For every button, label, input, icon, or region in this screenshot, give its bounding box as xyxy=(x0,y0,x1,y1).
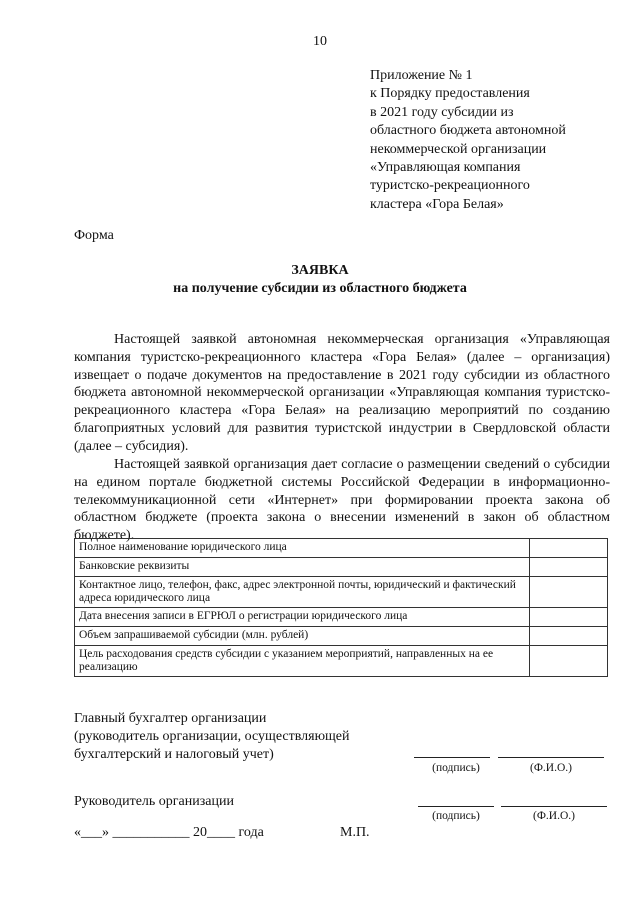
accountant-line: (руководитель организации, осуществляющей xyxy=(74,729,350,744)
accountant-name-caption: (Ф.И.О.) xyxy=(530,762,572,774)
head-label: Руководитель организации xyxy=(74,794,234,809)
page-number: 10 xyxy=(313,34,327,49)
form-label: Форма xyxy=(74,228,114,243)
accountant-name-line[interactable] xyxy=(498,757,604,758)
paragraph-text: Настоящей заявкой автономная некоммерческая организация «Управляющая компания туристско-рекреационного кластера «Гора Белая» (далее – организация) извещает о подаче документов на предоставление в 2021 году субсидии из областного бюджета автономной некоммерческой организации «Управляющая компания туристско-рекреационного кластера «Гора Белая» на реализацию мероприятий по созданию благоприятных условий для развития туристской индустрии в Свердловской области (далее – субсидия). xyxy=(74,332,610,454)
row-label: Цель расходования средств субсидии с указанием мероприятий, направленных на ее реализацию xyxy=(75,646,530,677)
accountant-signature-line[interactable] xyxy=(414,757,490,758)
table-row xyxy=(75,646,608,677)
document-title xyxy=(0,262,640,298)
row-label: Объем запрашиваемой субсидии (млн. рублей) xyxy=(75,627,530,646)
appendix-line: Приложение № 1 xyxy=(370,68,473,83)
date-line[interactable]: «___» ___________ 20____ года xyxy=(74,825,264,840)
row-label: Банковские реквизиты xyxy=(75,558,530,577)
table-row xyxy=(75,558,608,577)
title-sub: на получение субсидии из областного бюджета xyxy=(173,281,467,296)
accountant-line: Главный бухгалтер организации xyxy=(74,711,267,726)
row-value-field[interactable] xyxy=(530,577,608,608)
table-row xyxy=(75,577,608,608)
appendix-line: некоммерческой организации xyxy=(370,141,547,157)
appendix-line: к Порядку предоставления xyxy=(370,86,530,102)
row-value-field[interactable] xyxy=(530,539,608,558)
appendix-block xyxy=(370,67,620,214)
row-value-field[interactable] xyxy=(530,558,608,577)
table-row xyxy=(75,608,608,627)
table-row xyxy=(75,539,608,558)
appendix-line: туристско-рекреационного xyxy=(370,178,530,194)
head-name-caption: (Ф.И.О.) xyxy=(533,810,575,822)
head-signature-line[interactable] xyxy=(418,806,494,807)
table-row xyxy=(75,627,608,646)
appendix-line: в 2021 году субсидии из xyxy=(370,104,514,120)
requisites-table xyxy=(74,538,608,677)
accountant-signature-caption: (подпись) xyxy=(432,762,480,774)
row-label: Контактное лицо, телефон, факс, адрес электронной почты, юридический и фактический адреса юридического лица xyxy=(75,577,530,608)
paragraph-text: Настоящей заявкой организация дает согласие о размещении сведений о субсидии на едином портале бюджетной системы Российской Федерации в информационно-телекоммуникационной сети «Интернет» при формировании проекта закона об областном бюджете (проекта закона о внесении изменений в закон об областном бюджете). xyxy=(74,457,610,544)
row-value-field[interactable] xyxy=(530,608,608,627)
head-name-line[interactable] xyxy=(501,806,607,807)
paragraph-notice xyxy=(74,331,610,456)
row-value-field[interactable] xyxy=(530,646,608,677)
row-label: Полное наименование юридического лица xyxy=(75,539,530,558)
appendix-line: областного бюджета автономной xyxy=(370,123,566,139)
appendix-line: «Управляющая компания xyxy=(370,160,521,176)
row-label: Дата внесения записи в ЕГРЮЛ о регистрации юридического лица xyxy=(75,608,530,627)
paragraph-consent xyxy=(74,456,610,545)
stamp-place: М.П. xyxy=(340,825,370,840)
head-signature-caption: (подпись) xyxy=(432,810,480,822)
row-value-field[interactable] xyxy=(530,627,608,646)
appendix-line: кластера «Гора Белая» xyxy=(370,196,504,212)
title-main: ЗАЯВКА xyxy=(291,263,349,278)
accountant-line: бухгалтерский и налоговый учет) xyxy=(74,747,274,762)
accountant-label xyxy=(74,710,350,764)
